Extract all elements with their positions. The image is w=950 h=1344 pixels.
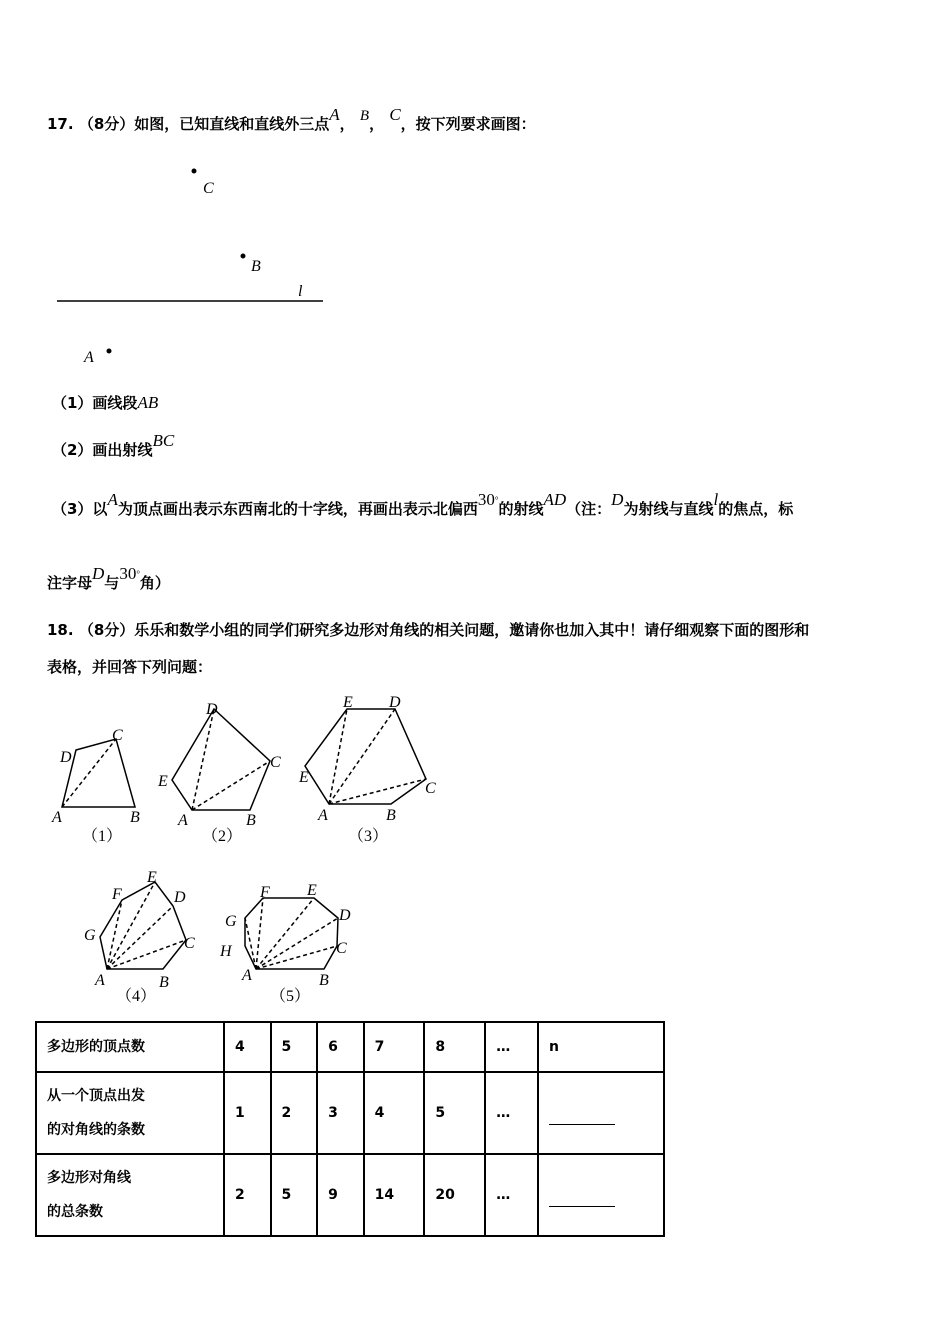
q17-part3-m2: AD: [543, 490, 567, 509]
row2-header-text-1: 从一个顶点出发: [47, 1088, 145, 1104]
fig5-diagonal-1: [245, 918, 256, 969]
q17-part1-math: AB: [137, 393, 159, 412]
q17-part1-label: （1）画线段: [52, 394, 138, 412]
q17-part3-angle-num: 30: [477, 490, 495, 509]
row3-header-text-2: 的总条数: [47, 1204, 103, 1220]
q17-part3-t3: 的射线: [498, 500, 544, 518]
fig5-diagonal-5: [256, 946, 337, 969]
q17-sep-1: ，: [339, 115, 355, 133]
fig2-caption: （2）: [202, 828, 243, 845]
table-cell: 5: [424, 1072, 485, 1154]
q17-part3-deg: °: [494, 495, 499, 505]
q17-part3-m3: D: [611, 490, 624, 509]
fig3-label-e: E: [343, 694, 353, 711]
fig1-label-d: D: [60, 749, 72, 766]
fig5-diagonal-4: [256, 918, 338, 969]
table-cell: 2: [271, 1072, 318, 1154]
table-cell: 8: [424, 1022, 485, 1072]
q18-stem-line2: [47, 657, 212, 677]
table-cell: 9: [317, 1154, 364, 1236]
fig4-diagonal-3: [107, 906, 173, 969]
fig1-label-c: C: [112, 727, 123, 744]
q17-part3-m1: A: [107, 490, 118, 509]
q17-figure: [40, 150, 360, 380]
fig5-diagonal-3: [256, 898, 314, 969]
table-cell: 4: [364, 1072, 425, 1154]
q17-score: （8分）: [78, 115, 135, 133]
answer-blank-line[interactable]: [549, 1184, 615, 1207]
fig4-label-d: D: [174, 889, 186, 906]
fig5-label-a: A: [242, 967, 252, 984]
q17-point-a: A: [329, 105, 340, 124]
fig3-label-b: B: [386, 807, 396, 824]
q17-part2: [52, 431, 175, 460]
q17-part2-math: BC: [152, 431, 175, 450]
table-cell: …: [485, 1022, 538, 1072]
fig3-label-a: A: [318, 807, 328, 824]
table-cell: 3: [317, 1072, 364, 1154]
table-cell: …: [485, 1154, 538, 1236]
q17-part3-t1: （3）以: [52, 500, 108, 518]
table-cell: 20: [424, 1154, 485, 1236]
q17-dot-a: [107, 349, 112, 354]
answer-blank-line[interactable]: [549, 1102, 615, 1125]
fig2-label-e: E: [158, 773, 168, 790]
q17-label-a: A: [84, 349, 94, 366]
q18-text-line2: 表格，并回答下列问题：: [47, 658, 213, 676]
fig4-label-e: E: [147, 869, 157, 886]
q17-number: 17.: [47, 115, 74, 133]
fig3-polygon: [305, 709, 426, 804]
fig1-label-a: A: [52, 809, 62, 826]
answer-blank-2[interactable]: [538, 1154, 664, 1236]
q17-part3-line2: [47, 564, 170, 593]
fig2-label-a: A: [178, 812, 188, 829]
q17-part3-t5: 为射线与直线: [623, 500, 714, 518]
q17-part3-m4: l: [713, 490, 719, 509]
q17-part2-label: （2）画出射线: [52, 441, 153, 459]
table-row-header: [36, 1072, 224, 1154]
table-row-header: [36, 1154, 224, 1236]
fig3-label-e2: E: [299, 769, 309, 786]
table-row-header: [36, 1022, 224, 1072]
q18-text-line1: 乐乐和数学小组的同学们研究多边形对角线的相关问题，邀请你也加入其中！请仔细观察下面的图形和: [134, 621, 810, 639]
q17-part3-t9: 角）: [139, 574, 170, 592]
fig2-label-b: B: [246, 812, 256, 829]
fig4-diagonal-1: [107, 900, 122, 969]
q17-dot-c: [192, 169, 197, 174]
q18-figures: [40, 690, 460, 1010]
q17-part3-t7: 注字母: [47, 574, 93, 592]
row1-header-text: 多边形的顶点数: [47, 1039, 145, 1055]
table-cell: 14: [364, 1154, 425, 1236]
q18-number: 18.: [47, 621, 74, 639]
fig5-label-g: G: [225, 913, 237, 930]
q17-dot-b: [241, 254, 246, 259]
q18-table: [35, 1021, 665, 1237]
table-cell: 5: [271, 1022, 318, 1072]
table-row: [36, 1022, 664, 1072]
q17-part3-deg2: °: [136, 569, 140, 579]
fig2-label-c: C: [270, 754, 281, 771]
answer-blank-1[interactable]: [538, 1072, 664, 1154]
fig4-label-c: C: [184, 935, 195, 952]
fig5-caption: （5）: [270, 988, 311, 1005]
fig2-diagonal-1: [192, 709, 214, 810]
fig3-diagonal-3: [329, 779, 426, 804]
table-row: [36, 1154, 664, 1236]
fig4-label-g: G: [84, 927, 96, 944]
fig5-label-b: B: [319, 972, 329, 989]
fig1-label-b: B: [130, 809, 140, 826]
q17-label-l: l: [298, 283, 303, 300]
fig5-label-c: C: [336, 940, 347, 957]
fig5-diagonal-2: [256, 898, 263, 969]
fig5-label-f: F: [260, 884, 270, 901]
row2-header-text-2: 的对角线的条数: [47, 1122, 145, 1138]
q18-score: （8分）: [78, 621, 135, 639]
fig5-label-h: H: [220, 943, 232, 960]
q17-stem: [47, 105, 536, 135]
fig4-caption: （4）: [116, 988, 157, 1005]
q18-stem-line1: [47, 620, 809, 640]
q17-point-b: B: [359, 108, 370, 124]
q17-label-b: B: [251, 258, 261, 275]
row3-header-text-1: 多边形对角线: [47, 1170, 131, 1186]
q17-part3-m5: D: [92, 564, 105, 583]
q17-stem-end: ，按下列要求画图：: [400, 115, 536, 133]
table-row: [36, 1072, 664, 1154]
fig4-label-a: A: [95, 972, 105, 989]
q17-part1: [52, 393, 158, 413]
q17-part3-angle: [478, 490, 499, 509]
fig4-label-b: B: [159, 974, 169, 991]
q17-stem-text: 如图，已知直线和直线外三点: [134, 115, 330, 133]
q17-part3-t2: 为顶点画出表示东西南北的十字线，再画出表示北偏西: [117, 500, 478, 518]
table-cell: 5: [271, 1154, 318, 1236]
table-cell: 4: [224, 1022, 271, 1072]
fig4-label-f: F: [112, 886, 122, 903]
fig2-label-d: D: [206, 701, 218, 718]
q17-label-c: C: [203, 180, 214, 197]
q17-part3-line1: [52, 490, 794, 519]
fig5-label-e: E: [307, 882, 317, 899]
q17-point-c: C: [389, 105, 401, 124]
fig2-diagonal-2: [192, 761, 270, 810]
fig1-polygon: [62, 739, 135, 807]
q17-sep-2: ，: [369, 115, 385, 133]
q17-part3-t4: （注：: [566, 500, 612, 518]
table-cell: 1: [224, 1072, 271, 1154]
q17-part3-t8: 与: [104, 574, 120, 592]
q17-part3-angle2: [119, 564, 140, 583]
q17-part3-angle2-num: 30: [119, 564, 137, 583]
table-cell: n: [538, 1022, 664, 1072]
table-cell: 6: [317, 1022, 364, 1072]
fig3-caption: （3）: [348, 828, 389, 845]
q17-part3-t6: 的焦点，标: [718, 500, 794, 518]
fig2-polygon: [172, 709, 270, 810]
table-cell: 2: [224, 1154, 271, 1236]
table-cell: …: [485, 1072, 538, 1154]
table-cell: 7: [364, 1022, 425, 1072]
fig1-caption: （1）: [82, 828, 123, 845]
fig3-label-d: D: [389, 694, 401, 711]
fig3-label-c: C: [425, 780, 436, 797]
fig5-label-d: D: [339, 907, 351, 924]
